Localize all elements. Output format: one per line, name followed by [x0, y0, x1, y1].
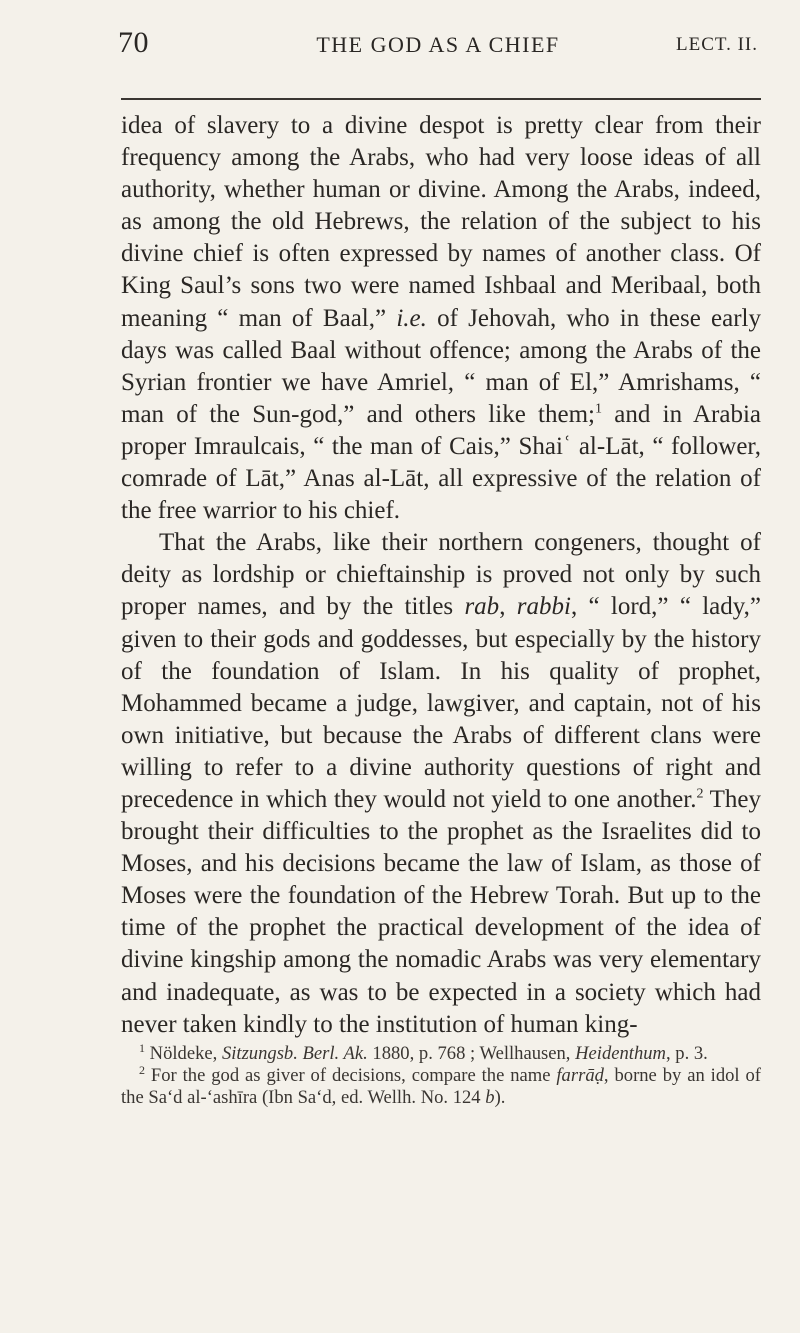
- header-rule: [121, 98, 761, 100]
- italic-term: rab: [464, 593, 500, 621]
- footnote-ref: 1: [595, 401, 602, 417]
- page-number: 70: [118, 26, 149, 59]
- page-header: [118, 26, 758, 70]
- italic-term: rabbi: [516, 593, 571, 621]
- paragraph: idea of slavery to a divine despot is pretty clear from their frequency among the Arabs, who had very loose ideas of all authority, whether human or divine. Among the Arabs, indeed, as among the old Hebrews, the relation of the subject to his divine chief is often expressed by names of another class. Of King Saul’s sons two were named Ishbaal and Meribaal, both meaning “ man of Baal,” i.e. of Jehovah, who in these early days was called Baal without offence; among the Arabs of the Syrian frontier we have Amriel, “ man of El,” Amrishams, “ man of the Sun-god,” and others like them;$^1$ and in Arabia proper Imraulcais, “ the man of Cais,” Shaiʿ al-Lāt, “ follower, comrade of Lāt,” Anas al-Lāt, all expressive of the relation of the free warrior to his chief.: [121, 112, 761, 525]
- footnote: $^2$ For the god as giver of decisions, compare the name farrāḍ, borne by an idol of the Sa‘d al-‘ashīra (Ibn Sa‘d, ed. Wellh. No. 124 b).: [121, 1062, 761, 1108]
- footnotes: [121, 1040, 761, 1109]
- footnote-number: 1: [139, 1040, 145, 1055]
- footnote: $^1$ Nöldeke, Sitzungsb. Berl. Ak. 1880, p. 768 ; Wellhausen, Heidenthum, p. 3.: [139, 1040, 708, 1064]
- footnote-ref: 2: [696, 786, 704, 802]
- lecture-label: LECT. II.: [676, 34, 758, 55]
- running-title: THE GOD AS A CHIEF: [316, 32, 560, 57]
- body-text: [121, 110, 761, 1041]
- italic-abbreviation: i.e.: [396, 304, 427, 332]
- footnote-number: 2: [139, 1062, 145, 1077]
- paragraph: That the Arabs, like their northern congeners, thought of deity as lordship or chieftainship is proved not only by such proper names, and by the titles rab, rabbi, “ lord,” “ lady,” given to their gods and goddesses, but especially by the history of the foundation of Islam. In his quality of prophet, Mohammed became a judge, lawgiver, and captain, not of his own initiative, but because the Arabs of different clans were willing to refer to a divine authority questions of right and precedence in which they would not yield to one another.$^2$ They brought their difficulties to the prophet as the Israelites did to Moses, and his decisions became the law of Islam, as those of Moses were the foundation of the Hebrew Torah. But up to the time of the prophet the practical development of the idea of divine kingship among the nomadic Arabs was very elementary and inadequate, as was to be expected in a society which had never taken kindly to the institution of human king-: [121, 529, 761, 1038]
